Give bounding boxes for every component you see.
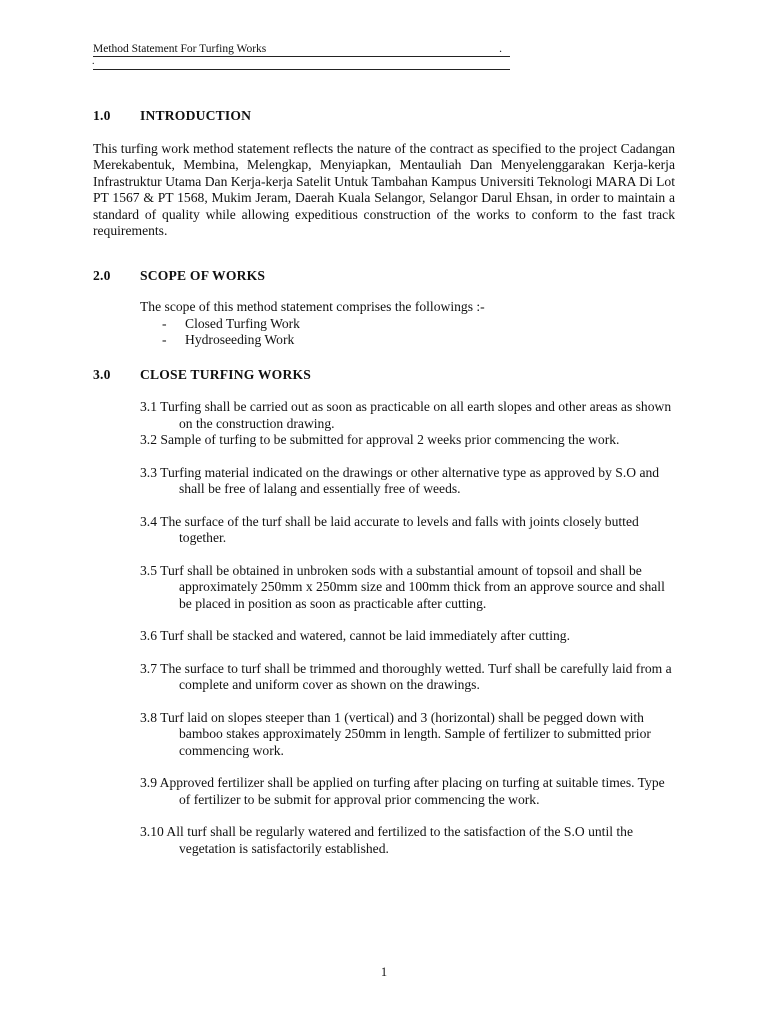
scope-lead-text: The scope of this method statement comprises the followings :- (140, 299, 485, 314)
bullet-dash: - (162, 315, 167, 331)
clause-3-3: 3.3 Turfing material indicated on the drawings or other alternative type as approved by S.O and shall be free of lalang and essentially free of weeds. (140, 464, 660, 496)
section-number: 3.0 (93, 366, 111, 382)
scope-bullet (162, 332, 675, 349)
clause-3-10: 3.10 All turf shall be regularly watered and fertilized to the satisfaction of the S.O until the vegetation is satisfactorily established. (140, 824, 634, 856)
clause-3-1: 3.1 Turfing shall be carried out as soon as practicable on all earth slopes and other areas as shown on the construction drawing. (140, 399, 672, 431)
header-dot-2: . (92, 56, 95, 67)
scope-body (140, 299, 675, 349)
introduction-paragraph: This turfing work method statement reflects the nature of the contract as specified to the project Cadangan Merekabentuk, Membina, Melengkap, Menyiapkan, Mentauliah Dan Menyelenggarakan Kerja-kerja Infrastruktur Utama Dan Kerja-kerja Satelit Untuk Tambahan Kampus Universiti Teknologi MARA Di Lot PT 1567 & PT 1568, Mukim Jeram, Daerah Kuala Selangor, Selangor Darul Ehsan, in order to maintain a standard of quality while allowing expeditious construction of the works to conform to the fast track requirements. (93, 140, 676, 238)
document-body (93, 108, 675, 857)
section-number: 2.0 (93, 267, 111, 283)
bullet-text: Hydroseeding Work (185, 332, 295, 347)
clause-3-9: 3.9 Approved fertilizer shall be applied on turfing after placing on turfing at suitable times. Type of fertilizer to be submit for approval prior commencing the work. (140, 775, 665, 807)
section-title: INTRODUCTION (140, 108, 252, 123)
bullet-dash: - (162, 332, 167, 347)
header-rule-row (93, 57, 510, 70)
section-heading-scope (93, 268, 675, 285)
clause-3-7: 3.7 The surface to turf shall be trimmed and thoroughly wetted. Turf shall be carefully laid from a complete and uniform cover as shown on the drawings. (140, 660, 672, 692)
section-number: 1.0 (93, 108, 111, 123)
clause-3-5: 3.5 Turf shall be obtained in unbroken sods with a substantial amount of topsoil and shall be approximately 250mm x 250mm size and 100mm thick from an approve source and shall be placed in position as soon as practicable after cutting. (140, 562, 665, 611)
page-header (93, 42, 510, 70)
close-turfing-items (140, 399, 675, 857)
header-title-row (93, 42, 510, 57)
clause-3-6: 3.6 Turf shall be stacked and watered, cannot be laid immediately after cutting. (140, 628, 570, 643)
section-title: CLOSE TURFING WORKS (140, 366, 311, 382)
clause-3-2: 3.2 Sample of turfing to be submitted for approval 2 weeks prior commencing the work. (140, 432, 620, 447)
section-heading-introduction (93, 108, 675, 125)
header-title: Method Statement For Turfing Works (93, 43, 267, 55)
scope-bullet (162, 316, 675, 333)
page-number: 1 (380, 965, 388, 979)
header-dot: . (499, 43, 502, 55)
section-title: SCOPE OF WORKS (140, 267, 266, 283)
clause-3-8: 3.8 Turf laid on slopes steeper than 1 (vertical) and 3 (horizontal) shall be pegged down with bamboo stakes approximately 250mm in length. Sample of fertilizer to submitted prior commencing work. (140, 709, 651, 758)
bullet-text: Closed Turfing Work (185, 315, 300, 331)
section-heading-close-turfing (93, 367, 675, 384)
clause-3-4: 3.4 The surface of the turf shall be laid accurate to levels and falls with joints closely butted together. (140, 513, 639, 545)
